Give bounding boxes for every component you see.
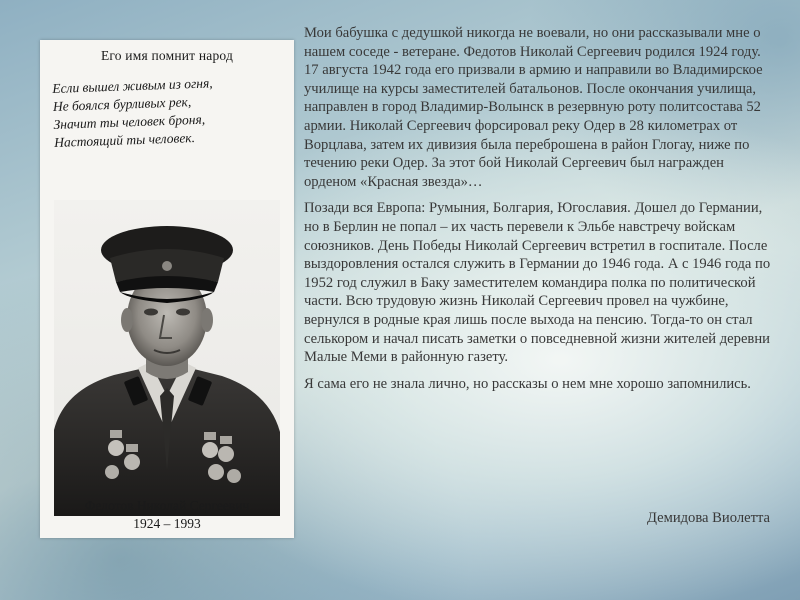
poem [52, 72, 290, 152]
poem-line: Значит ты человек броня, [53, 111, 206, 132]
poem-line: Не боялся бурливых рек, [52, 94, 192, 114]
poem-title: Его имя помнит народ [100, 48, 234, 63]
veteran-portrait-photo [54, 200, 280, 516]
portrait-caption-years: 1924 – 1993 [133, 516, 201, 531]
article-paragraph: Позади вся Европа: Румыния, Болгария, Югославия. Дошел до Германии, но в Берлин не попал – их часть перевели к Эльбе навстречу войскам союзников. День Победы Николай Сергеевич встретил в госпитале. После выздоровления остался служить в Германии до 1946 года. А с 1946 года по 1952 год служил в Баку заместителем командира полка по политической части. Всю трудовую жизнь Николай Сергеевич провел на чужбине, вернулся в родные края лишь после выхода на пенсию. Тогда-то он стал селькором и начал писать заметки о повседневной жизни жителей деревни Малые Меми в районную газету. [304, 200, 771, 366]
article-text [304, 24, 772, 401]
poem-line: Если вышел живым из огня, [52, 75, 213, 96]
portrait-caption-name: Федотов Николай Сергеевич [84, 498, 250, 513]
author-signature: Демидова Виолетта [646, 510, 770, 526]
article-paragraph: Я сама его не знала лично, но рассказы о нем мне хорошо запомнились. [304, 375, 751, 392]
poem-line: Настоящий ты человек. [53, 130, 196, 150]
article-paragraph: Мои бабушка с дедушкой никогда не воевали, но они рассказывали мне о нашем соседе - ветеране. Федотов Николай Сергеевич родился 1924 году. 17 августа 1942 года его призвали в армию и направили во Владимирское училище на курсы заместителей батальонов. После окончания училища, направлен в город Владимир-Волынск в резервную роту политсостава 52 армии. Николай Сергеевич форсировал реку Одер в 28 километрах от Ворцлава, затем их дивизия была переброшена в район Глогау, ниже по течению реки Одер. За этот бой Николай Сергеевич был награжден орденом «Красная звезда»… [304, 25, 763, 190]
veteran-photo-card [40, 40, 294, 538]
